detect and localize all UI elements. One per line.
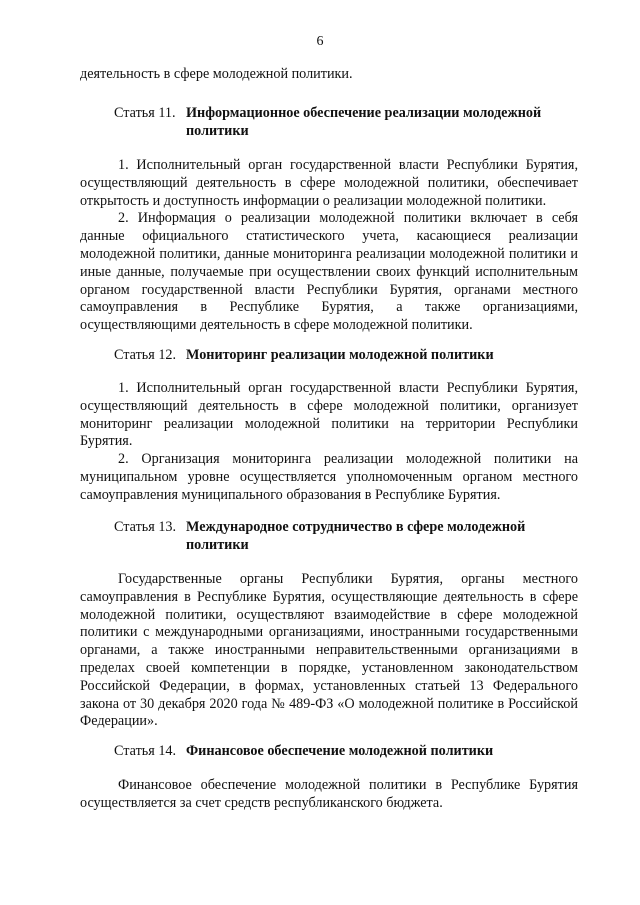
article-13-heading [114,519,584,555]
article-label: Статья 12. [114,347,177,363]
paragraph: Государственные органы Республики Бурятия, органы местного самоуправления в Республике Бурятия, осуществляющие деятельность в сфере молодежной политики, осуществляют взаимодействие в сфере молодежной политики с международными организациями, иностранными государственными органами, а также иностранными неправительственными организациями в пределах своей компетенции в порядке, установленном законодательством Российской Федерации, в формах, установленных статьей 13 Федерального закона от 30 декабря 2020 года № 489-ФЗ «О молодежной политике в Российской Федерации». [80,571,578,730]
article-12-body [80,380,578,505]
article-14-heading [114,743,584,761]
article-11-heading [114,105,584,141]
article-11-body [80,157,578,335]
article-title: Информационное обеспечение реализации молодежной политики [186,105,542,139]
article-14-body [80,777,578,813]
article-title: Международное сотрудничество в сфере молодежной политики [186,519,526,553]
article-13-body [80,571,578,731]
paragraph: 1. Исполнительный орган государственной власти Республики Бурятия, осуществляющий деятельность в сфере молодежной политики, организует мониторинг реализации молодежной политики на территории Республики Бурятия. [80,380,578,450]
article-label: Статья 14. [114,743,177,759]
article-title: Финансовое обеспечение молодежной политики [186,743,494,759]
continuation-text: деятельность в сфере молодежной политики. [80,66,353,82]
paragraph: 2. Организация мониторинга реализации молодежной политики на муниципальном уровне осуществляется уполномоченным органом местного самоуправления муниципального образования в Республике Бурятия. [80,451,578,503]
page-number: 6 [316,34,324,49]
article-label: Статья 11. [114,105,176,121]
paragraph: Финансовое обеспечение молодежной политики в Республике Бурятия осуществляется за счет средств республиканского бюджета. [80,777,578,811]
article-title: Мониторинг реализации молодежной политики [186,347,494,363]
article-12-heading [114,347,584,365]
paragraph: 2. Информация о реализации молодежной политики включает в себя данные официального статистического учета, касающиеся реализации молодежной политики, данные мониторинга реализации молодежной политики и иные данные, получаемые при осуществлении своих функций исполнительным органом государственной власти Республики Бурятия, органами местного самоуправления в Республике Бурятия, а также организациями, осуществляющими деятельность в сфере молодежной политики. [80,210,578,334]
paragraph: 1. Исполнительный орган государственной власти Республики Бурятия, осуществляющий деятельность в сфере молодежной политики, обеспечивает открытость и доступность информации о реализации молодежной политики. [80,157,578,209]
article-label: Статья 13. [114,519,177,535]
